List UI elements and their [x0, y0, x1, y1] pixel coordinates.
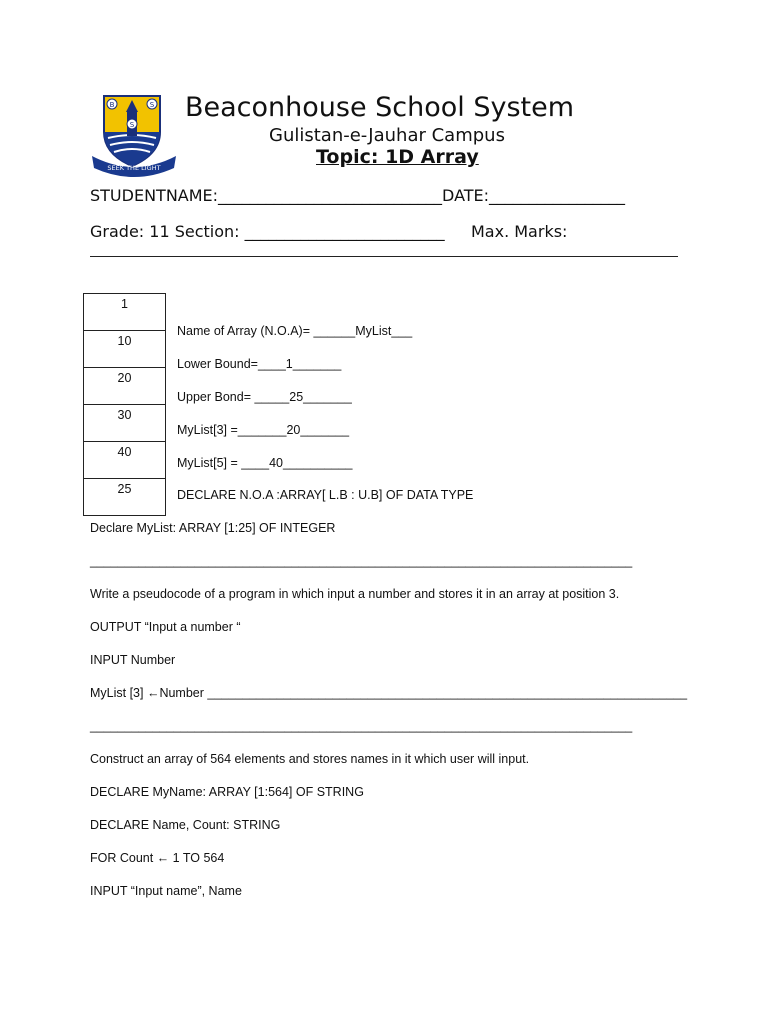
- array-note: Upper Bond= _____25_______: [177, 390, 352, 404]
- answer-rule: ______________________________________________________________________________: [90, 554, 633, 568]
- max-marks-label: Max. Marks:: [471, 222, 568, 241]
- array-diagram: [83, 293, 166, 516]
- header-divider: [90, 256, 678, 257]
- declare-mylist-line: Declare MyList: ARRAY [1:25] OF INTEGER: [90, 521, 336, 535]
- array-cell: 30: [84, 405, 166, 442]
- array-note: Name of Array (N.O.A)= ______MyList___: [177, 324, 413, 338]
- array-note: MyList[5] = ____40__________: [177, 456, 353, 470]
- array-cell: 1: [84, 294, 166, 331]
- logo-letter: B: [109, 101, 115, 109]
- logo-motto: SEEK THE LIGHT: [107, 164, 161, 172]
- pseudocode-input-line: INPUT Number: [90, 653, 176, 667]
- school-crest-logo: [90, 92, 178, 178]
- for-loop-line: FOR Count ← 1 TO 564: [90, 851, 225, 865]
- school-name: Beaconhouse School System: [185, 92, 575, 123]
- input-name-line: INPUT “Input name”, Name: [90, 884, 242, 898]
- logo-letter: S: [149, 101, 155, 109]
- grade-section-line: Grade: 11 Section: _________________________: [90, 222, 445, 241]
- array-note: Lower Bound=____1_______: [177, 357, 342, 371]
- question-2: Construct an array of 564 elements and stores names in it which user will input.: [90, 752, 530, 766]
- declare-myname-line: DECLARE MyName: ARRAY [1:564] OF STRING: [90, 785, 364, 799]
- array-cell: 40: [84, 442, 166, 479]
- student-name-date-line: STUDENTNAME:____________________________DATE:_________________: [90, 186, 626, 205]
- array-cell: 10: [84, 331, 166, 368]
- array-cell: 25: [84, 479, 166, 516]
- logo-letter: S: [129, 121, 135, 129]
- topic-title: Topic: 1D Array: [316, 146, 479, 168]
- array-cell: 20: [84, 368, 166, 405]
- array-note: MyList[3] =_______20_______: [177, 423, 350, 437]
- answer-rule: ______________________________________________________________________________: [90, 719, 633, 733]
- pseudocode-output-line: OUTPUT “Input a number “: [90, 620, 241, 634]
- declare-name-count-line: DECLARE Name, Count: STRING: [90, 818, 281, 832]
- question-1: Write a pseudocode of a program in which input a number and stores it in an array at position 3.: [90, 587, 620, 601]
- pseudocode-assign-line: MyList [3] ←Number _____________________________________________________________________: [90, 686, 688, 700]
- campus-name: Gulistan-e-Jauhar Campus: [269, 125, 505, 146]
- array-note: DECLARE N.O.A :ARRAY[ L.B : U.B] OF DATA TYPE: [177, 488, 474, 502]
